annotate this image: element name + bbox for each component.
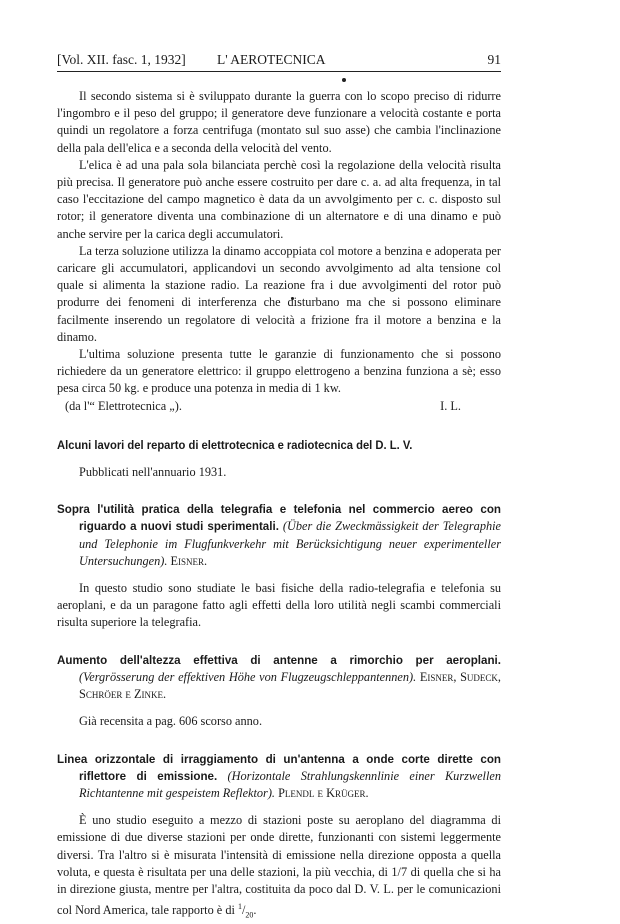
journal-title: L' AEROTECNICA [217,52,326,67]
entry-german-title: (Vergrösserung der effektiven Höhe von Flugzeugschleppantennen). [79,669,417,684]
ratio-denominator: 20 [245,910,254,920]
header-rule [57,71,501,72]
source-citation: (da l'“ Elettrotecnica „). [65,398,182,413]
paragraph: L'elica è ad una pala sola bilanciata perchè così la regolazione della velocità risulta più precisa. Il generatore può anche essere costruito per dare c. a. ad alta frequenza, in tal caso l'eccitazione del campo magnetico è data da un avvolgimento per c. c. disposto sul rotor; il generatore diventa una combinazione di un alternatore e di una dinamo e può anche servire per la carica degli accumulatori. [57,157,501,241]
paragraph: La terza soluzione utilizza la dinamo accoppiata col motore a benzina e adoperata per caricare gli accumulatori, applicandovi un secondo avvolgimento ad alta tensione col quale si alimenta la stazione radio. La reazione fra i due avvolgimenti del rotor può produrre dei fenomeni di interferenza che disturbano ma che si possono eliminare facilmente inserendo un regolatore di velocità a frizione fra il motore a benzina e la dinamo. [57,243,501,344]
page-content [57,88,501,924]
section-heading: Alcuni lavori del reparto di elettrotecnica e radiotecnica del D. L. V. [57,437,413,452]
paragraph: L'ultima soluzione presenta tutte le garanzie di funzionamento che si possono richiedere da un generatore elettrico: il gruppo elettrogeno a benzina funziona a sè; esso pesa circa 50 kg. e produce una potenza in media di 1 kw. [57,347,501,396]
entry-title: Aumento dell'altezza effettiva di antenne a rimorchio per aeroplani. [57,653,501,667]
entry-body-text: È uno studio eseguito a mezzo di stazioni poste su aeroplano del diagramma di emissione di due diverse stazioni per onde dirette, funzionanti con sistemi leggermente diversi. Tra l'altro si è misurata l'intensità di emissione nella direzione opposta a quella voluta, e questa è risultata per una delle stazioni, la più vecchia, di 1/7 di quella che si ha in direzione giusta, mentre per l'altra, costituita da poco dal D. V. L. per le comunicazioni col Nord America, tale rapporto è di [57,813,501,918]
entry-body: È uno studio eseguito a mezzo di stazioni poste su aeroplano del diagramma di emissione di due diverse stazioni per onde dirette, funzionanti con sistemi leggermente diversi. Tra l'altro si è misurata l'intensità di emissione nella direzione opposta a quella voluta, e questa è risultata per una delle stazioni, la più vecchia, di 1/7 di quella che si ha in direzione giusta, mentre per l'altra, costituita da poco dal D. V. L. per le comunicazioni col Nord America, tale rapporto è di $^1/_{20}$. [57,813,501,920]
entry-title: Linea orizzontale di irraggiamento di un'antenna a onde corte dirette con riflettore di emissione. [57,752,501,783]
ratio-numerator: 1 [237,902,242,912]
running-header [57,52,501,72]
entry-german-title: (Über die Zweckmässigkeit der Telegraphie und Telephonie im Flugfunkverkehr mit Berücksichtigung neuer experimenteller Untersuchungen). [79,519,501,568]
entry-authors: Plendl e Krüger. [278,785,369,800]
source-credit [57,398,501,415]
entry-heading [57,652,501,704]
entry-authors: Eisner, Sudeck, Schröer e Zinke. [79,669,502,702]
entry-german-title: (Horizontale Strahlungskennlinie einer Kurzwellen Richtantenne mit gespeistem Reflektor). [79,768,501,800]
section-subtitle: Pubblicati nell'annuario 1931. [79,465,227,480]
paragraph: Il secondo sistema si è sviluppato durante la guerra con lo scopo preciso di ridurre l'ingombro e il peso del gruppo; il generatore deve funzionare a velocità costante e porta quindi un regolatore a forza centrifuga (montato sul suo asse) che cambia l'inclinazione della pala dell'elica e a seconda della velocità del vento. [57,89,501,155]
ink-spot [342,78,346,82]
page-number: 91 [487,52,501,67]
entry-body-end: . [253,903,257,918]
volume-info: [Vol. XII. fasc. 1, 1932] [57,52,186,67]
entry-title: Sopra l'utilità pratica della telegrafia e telefonia nel commercio aereo con riguardo a nuovi studi sperimentali. [57,503,501,534]
entry-heading [57,751,501,803]
entry-authors: Eisner. [170,553,208,568]
entry-body: Già recensita a pag. 606 scorso anno. [79,714,263,729]
entry-body: In questo studio sono studiate le basi fisiche della radio-telegrafia e telefonia su aeroplani, e da un paragone fatto agli effetti della loro utilità negli scambi commerciali risulta superiore la telegrafia. [57,581,501,630]
author-initials: I. L. [440,398,461,413]
entry-heading [57,501,501,570]
